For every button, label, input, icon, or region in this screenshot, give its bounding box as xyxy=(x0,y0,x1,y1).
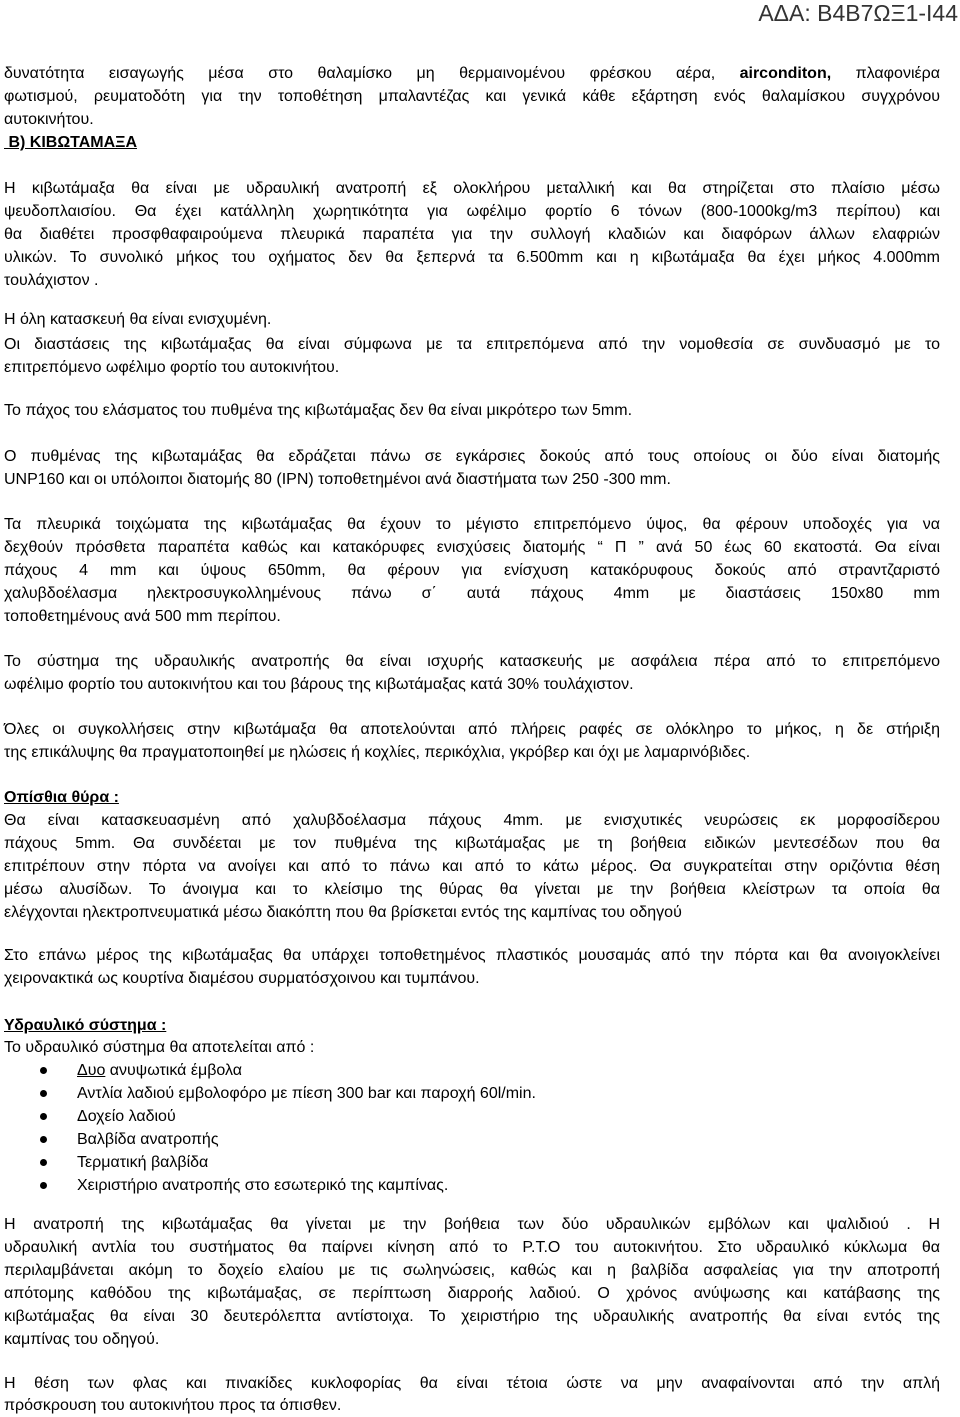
paragraph-line: UNP160 και οι υπόλοιποι διατομής 80 (IPN) τοποθετημένοι ανά διαστήματα των 250 -300 mm. xyxy=(4,471,671,488)
paragraph-line: ψευδοπλαισίου. Θα έχει κατάλληλη χωρητικότητα για ωφέλιμο φορτίο 6 τόνων (800-1000kg/m3 περίπου) και xyxy=(4,203,940,220)
tipping-system-paragraph xyxy=(4,650,940,696)
list-item xyxy=(4,1174,940,1197)
bullet-icon xyxy=(40,1113,47,1120)
tarpaulin-paragraph xyxy=(4,944,940,990)
rear-door-heading: Οπίσθια θύρα : xyxy=(4,789,119,806)
bold-term: airconditon, xyxy=(739,65,832,82)
paragraph-line: απότομης καθόδου της κιβωτάμαξας, σε περίπτωση διαρροής λαδιού. Ο χρόνος ανύψωσης και κατάβασης της xyxy=(4,1285,940,1302)
list-item xyxy=(4,1059,940,1082)
list-item-text: Τερματική βαλβίδα xyxy=(77,1154,209,1171)
paragraph-line: χαλυβδοέλασμα ηλεκτροσυγκολλημένους πάνω σ΄ αυτά πάχους 4mm με διαστάσεις 150x80 mm xyxy=(4,585,940,602)
paragraph-line: θα διαθέτει προσφθαφαιρούμενα πλευρικά παραπέτα για την συλλογή κλαδιών και διαφόρων άλλων ελαφριών xyxy=(4,226,940,243)
list-item xyxy=(4,1082,940,1105)
paragraph-line xyxy=(4,62,940,85)
rear-door-paragraph xyxy=(4,809,940,924)
list-item xyxy=(4,1105,940,1128)
section-b-heading: Β) ΚΙΒΩΤΑΜΑΞΑ xyxy=(4,134,138,151)
paragraph-line: ωφέλιμο φορτίο του αυτοκινήτου και του βάρους της κιβωτάμαξας κατά 30% τουλάχιστον. xyxy=(4,676,634,693)
paragraph-line: Ο πυθμένας της κιβωταμάξας θα εδράζεται πάνω σε εγκάρσιες δοκούς από τους οποίους οι δύο είναι διατομής xyxy=(4,448,940,465)
lights-plates-paragraph xyxy=(4,1373,940,1417)
paragraph-line: χειρονακτικά ως κουρτίνα διαμέσου συρματόσχοινου και τυμπάνου. xyxy=(4,970,480,987)
paragraph-line: τοποθετημένους ανά 500 mm περίπου. xyxy=(4,608,281,625)
dimensions-paragraph xyxy=(4,333,940,379)
paragraph-line: Η όλη κατασκευή θα είναι ενισχυμένη. xyxy=(4,311,272,328)
paragraph-line: τουλάχιστον . xyxy=(4,272,99,289)
tipping-operation-paragraph xyxy=(4,1213,940,1351)
paragraph-line: της επικάλυψης θα πραγματοποιηθεί με ηλώσεις ή κοχλίες, περικόχλια, γκρόβερ και όχι με λαμαρινόβιδες. xyxy=(4,744,751,761)
paragraph-line: φωτισμού, ρευματοδότη για την τοποθέτηση μπαλαντέζας και γενικά κάθε εξάρτηση ενός θαλαμίσκου συγχρόνου xyxy=(4,88,940,105)
reinforcement-paragraph xyxy=(4,308,940,331)
bullet-icon xyxy=(40,1159,47,1166)
bullet-icon xyxy=(40,1182,47,1189)
paragraph-line: μέσω αλυσίδων. Το άνοιγμα και το κλείσιμο της θύρας θα γίνεται με την βοήθεια κλείστρων τα οποία θα xyxy=(4,881,940,898)
list-item xyxy=(4,1128,940,1151)
paragraph-line: ελέγχονται ηλεκτροπνευματικά μέσω διακόπτη που θα βρίσκεται εντός της καμπίνας του οδηγού xyxy=(4,904,682,921)
paragraph-line: Το υδραυλικό σύστημα θα αποτελείται από : xyxy=(4,1039,315,1056)
paragraph-line: πάχους 5mm. Θα συνδέεται με τον πυθμένα της κιβωτάμαξας με τη βοήθεια ειδικών μεντεσέδων που θα xyxy=(4,835,940,852)
paragraph-line: Η κιβωτάμαξα θα είναι με υδραυλική ανατροπή εξ ολοκλήρου μεταλλική και θα στηρίζεται στο πλαίσιο μέσω xyxy=(4,180,940,197)
list-item xyxy=(4,1151,940,1174)
list-item-text: ανυψωτικά έμβολα xyxy=(105,1062,242,1079)
paragraph-line: Όλες οι συγκολλήσεις στην κιβωτάμαξα θα αποτελούνται από πλήρεις ραφές σε ολόκληρο το μήκος, η δε στήριξη xyxy=(4,721,940,738)
list-item-text: Δοχείο λαδιού xyxy=(77,1108,176,1125)
floor-beams-paragraph xyxy=(4,445,940,491)
bullet-icon xyxy=(40,1067,47,1074)
list-item-text: Χειριστήριο ανατροπής στο εσωτερικό της καμπίνας. xyxy=(77,1177,449,1194)
paragraph-line: Η θέση των φλας και πινακίδες κυκλοφορίας θα είναι τέτοια ώστε να μην αναφαίνονται από την απλή xyxy=(4,1375,940,1392)
bullet-icon xyxy=(40,1136,47,1143)
paragraph-line: πρόσκρουση του αυτοκινήτου προς τα όπισθεν. xyxy=(4,1397,342,1414)
paragraph-line: κιβωτάμαξας θα είναι 30 δευτερόλεπτα αντίστοιχα. Το χειριστήριο της υδραυλικής ανατροπής θα είναι εντός της xyxy=(4,1308,940,1325)
paragraph-line: πάχους 4 mm και ύψους 650mm, θα φέρουν για ενίσχυση κατακόρυφους δοκούς από στραντζαριστό xyxy=(4,562,940,579)
paragraph-line: Το σύστημα της υδραυλικής ανατροπής θα είναι ισχυρής κατασκευής με ασφάλεια πέρα από το επιτρεπόμενο xyxy=(4,653,940,670)
line-text: πλαφονιέρα xyxy=(831,65,940,82)
line-text: δυνατότητα εισαγωγής μέσα στο θαλαμίσκο μη θερμαινομένου φρέσκου αέρα, xyxy=(4,65,740,82)
hydraulic-system-heading: Υδραυλικό σύστημα : xyxy=(4,1017,167,1034)
paragraph-line: Στο επάνω μέρος της κιβωτάμαξας θα υπάρχει τοποθετημένος πλαστικός μουσαμάς από την πόρτα και θα ανοιγοκλείνει xyxy=(4,947,940,964)
list-item-underlined-word: Δυο xyxy=(77,1062,106,1079)
paragraph-line: περιλαμβάνεται ακόμη το δοχείο ελαίου με τις σωληνώσεις, καθώς και η βαλβίδα ασφαλείας για την αποτροπή xyxy=(4,1262,940,1279)
side-walls-paragraph xyxy=(4,513,940,628)
body-description-paragraph xyxy=(4,177,940,292)
ada-code: ΑΔΑ: Β4Β7ΩΞ1-Ι44 xyxy=(758,0,958,26)
list-item-text: Αντλία λαδιού εμβολοφόρο με πίεση 300 bar και παροχή 60l/min. xyxy=(77,1085,536,1102)
paragraph-line: επιτρέπουν στην πόρτα να ανοίγει και από το πάνω και από το κάτω μέρος. Θα συγκρατείται στην οριζόντια θέση xyxy=(4,858,940,875)
welding-paragraph xyxy=(4,718,940,764)
paragraph-line: Το πάχος του ελάσματος του πυθμένα της κιβωτάμαξας δεν θα είναι μικρότερο των 5mm. xyxy=(4,402,633,419)
paragraph-line: υδραυλική αντλία του συστήματος θα παίρνει κίνηση από το Ρ.Τ.Ο του αυτοκινήτου. Στο υδραυλικό κύκλωμα θα xyxy=(4,1239,940,1256)
hydraulic-intro-paragraph xyxy=(4,1036,940,1059)
paragraph-line: καμπίνας του οδηγού. xyxy=(4,1331,160,1348)
hydraulic-components-list xyxy=(4,1059,940,1197)
paragraph-line: υλικών. Το συνολικό μήκος του οχήματος δεν θα ξεπερνά τα 6.500mm και η κιβωτάμαξα θα έχει μήκος 4.000mm xyxy=(4,249,940,266)
paragraph-line: αυτοκινήτου. xyxy=(4,111,94,128)
floor-thickness-paragraph xyxy=(4,399,940,422)
list-item-text: Βαλβίδα ανατροπής xyxy=(77,1131,219,1148)
paragraph-line: Η ανατροπή της κιβωτάμαξας θα γίνεται με την βοήθεια των δύο υδραυλικών εμβόλων και ψαλιδιού . Η xyxy=(4,1216,940,1233)
paragraph-line: δεχθούν πρόσθετα παραπέτα καθώς και κατακόρυφες ενισχύσεις διατομής “ Π ” ανά 50 έως 60 εκατοστά. Θα είναι xyxy=(4,539,940,556)
bullet-icon xyxy=(40,1090,47,1097)
paragraph-line: Οι διαστάσεις της κιβωτάμαξας θα είναι σύμφωνα με τα επιτρεπόμενα από την νομοθεσία σε συνδυασμό με το xyxy=(4,336,940,353)
paragraph-line: Θα είναι κατασκευασμένη από χαλυβδοέλασμα πάχους 4mm. με ενισχυτικές νευρώσεις εκ μορφοσίδερου xyxy=(4,812,940,829)
intro-paragraph xyxy=(4,62,940,131)
paragraph-line: Τα πλευρικά τοιχώματα της κιβωτάμαξας θα έχουν το μέγιστο επιτρεπόμενο ύψος, θα φέρουν υποδοχές για να xyxy=(4,516,940,533)
paragraph-line: επιτρεπόμενο ωφέλιμο φορτίο του αυτοκινήτου. xyxy=(4,359,340,376)
